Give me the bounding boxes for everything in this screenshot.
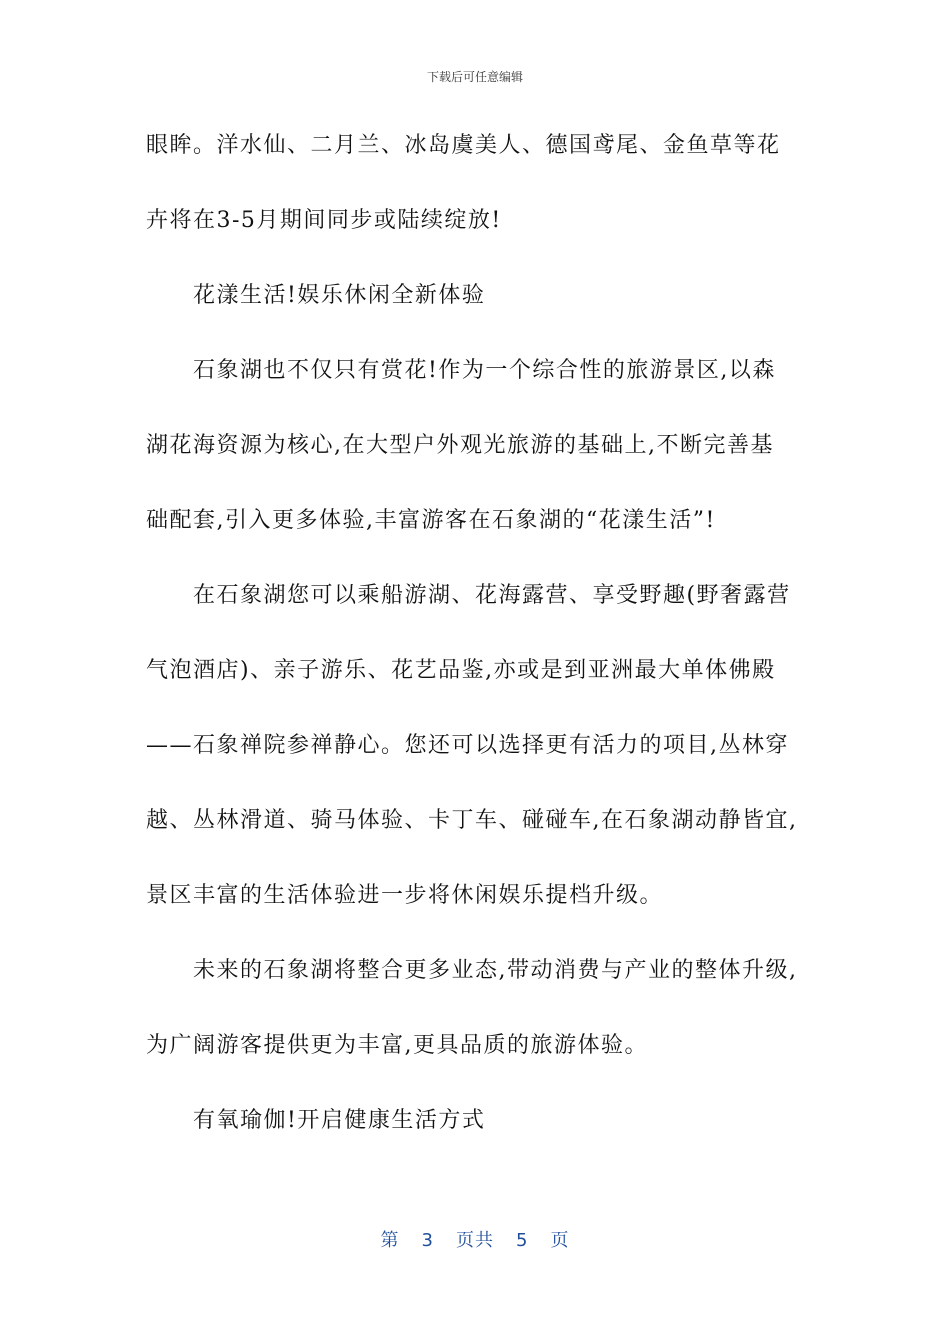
body-line: 石象湖也不仅只有赏花!作为一个综合性的旅游景区,以森 bbox=[193, 358, 776, 383]
body-line: ——石象禅院参禅静心。您还可以选择更有活力的项目,丛林穿 bbox=[146, 733, 789, 758]
body-line: 湖花海资源为核心,在大型户外观光旅游的基础上,不断完善基 bbox=[146, 433, 774, 458]
body-line: 景区丰富的生活体验进一步将休闲娱乐提档升级。 bbox=[146, 883, 664, 908]
body-line: 为广阔游客提供更为丰富,更具品质的旅游体验。 bbox=[146, 1033, 648, 1058]
section-heading: 有氧瑜伽!开启健康生活方式 bbox=[193, 1108, 486, 1133]
footer-prefix: 第 bbox=[380, 1230, 400, 1251]
body-line: 未来的石象湖将整合更多业态,带动消费与产业的整体升级, bbox=[193, 958, 798, 983]
body-line: 眼眸。洋水仙、二月兰、冰岛虞美人、德国鸢尾、金鱼草等花 bbox=[146, 133, 781, 158]
footer-suffix: 页 bbox=[550, 1230, 570, 1251]
footer-total-pages: 5 bbox=[516, 1230, 529, 1251]
page-header: 下载后可任意编辑 bbox=[426, 70, 523, 84]
section-heading: 花漾生活!娱乐休闲全新体验 bbox=[193, 283, 486, 308]
body-line: 卉将在3-5月期间同步或陆续绽放! bbox=[146, 208, 502, 233]
page-footer bbox=[0, 1226, 950, 1252]
body-line: 础配套,引入更多体验,丰富游客在石象湖的“花漾生活”! bbox=[146, 508, 716, 533]
body-line: 气泡酒店)、亲子游乐、花艺品鉴,亦或是到亚洲最大单体佛殿 bbox=[146, 658, 776, 683]
footer-middle: 页共 bbox=[456, 1230, 494, 1251]
body-line: 在石象湖您可以乘船游湖、花海露营、享受野趣(野奢露营 bbox=[193, 583, 791, 608]
body-line: 越、丛林滑道、骑马体验、卡丁车、碰碰车,在石象湖动静皆宜, bbox=[146, 808, 798, 833]
footer-current-page: 3 bbox=[421, 1230, 434, 1251]
